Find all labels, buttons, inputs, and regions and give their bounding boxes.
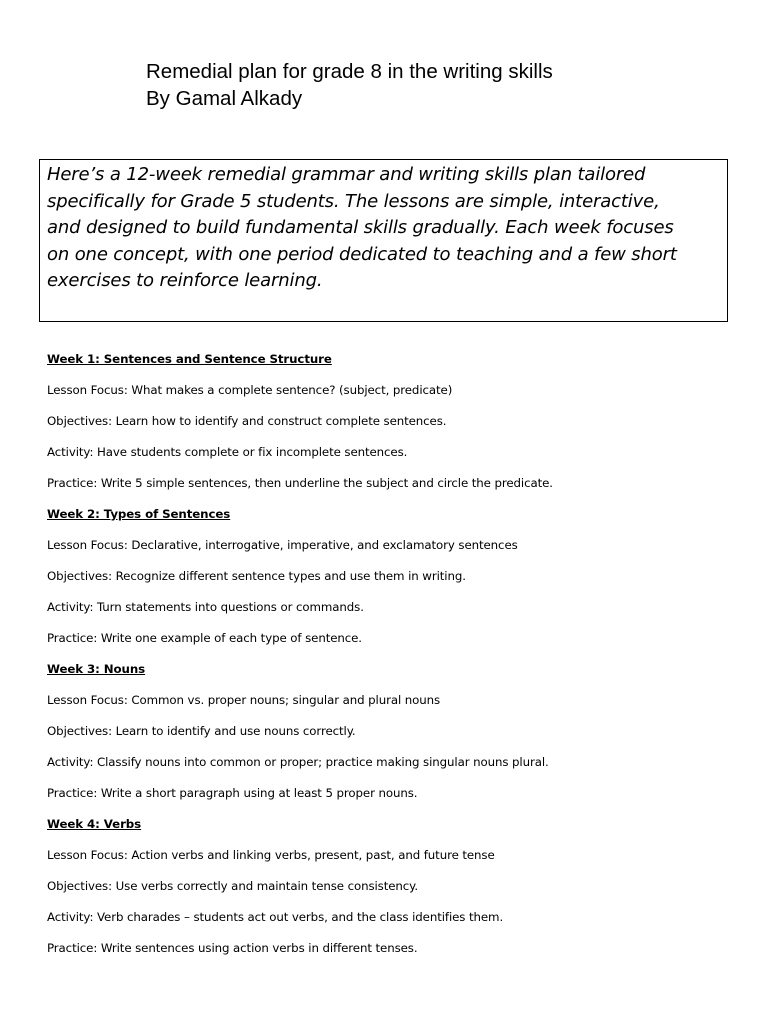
intro-box — [39, 159, 728, 322]
activity: Activity: Verb charades – students act out verbs, and the class identifies them. — [47, 910, 504, 924]
practice: Practice: Write 5 simple sentences, then underline the subject and circle the predicate. — [47, 476, 553, 490]
title-line: Remedial plan for grade 8 in the writing skills — [146, 60, 553, 83]
practice: Practice: Write one example of each type of sentence. — [47, 631, 362, 645]
objectives: Objectives: Use verbs correctly and maintain tense consistency. — [47, 879, 419, 893]
lesson-focus: Lesson Focus: What makes a complete sentence? (subject, predicate) — [47, 383, 453, 397]
lesson-focus: Lesson Focus: Common vs. proper nouns; singular and plural nouns — [47, 693, 441, 707]
intro-line: specifically for Grade 5 students. The lessons are simple, interactive, — [47, 190, 660, 212]
objectives: Objectives: Learn to identify and use nouns correctly. — [47, 724, 356, 738]
week-heading: Week 1: Sentences and Sentence Structure — [47, 352, 332, 366]
activity: Activity: Have students complete or fix incomplete sentences. — [47, 445, 408, 459]
activity: Activity: Classify nouns into common or proper; practice making singular nouns plural. — [47, 755, 549, 769]
week-section — [47, 814, 747, 969]
author-line: By Gamal Alkady — [146, 87, 303, 110]
objectives: Objectives: Recognize different sentence types and use them in writing. — [47, 569, 466, 583]
practice: Practice: Write a short paragraph using at least 5 proper nouns. — [47, 786, 418, 800]
week-section — [47, 504, 747, 659]
week-heading: Week 3: Nouns — [47, 662, 146, 676]
practice: Practice: Write sentences using action verbs in different tenses. — [47, 941, 418, 955]
intro-line: and designed to build fundamental skills gradually. Each week focuses — [47, 217, 674, 239]
weekly-plan — [47, 349, 747, 969]
lesson-focus: Lesson Focus: Action verbs and linking verbs, present, past, and future tense — [47, 848, 495, 862]
document-title — [146, 58, 553, 112]
intro-line: Here’s a 12-week remedial grammar and writing skills plan tailored — [47, 164, 646, 185]
week-heading: Week 2: Types of Sentences — [47, 507, 231, 521]
intro-line: exercises to reinforce learning. — [47, 270, 323, 292]
lesson-focus: Lesson Focus: Declarative, interrogative, imperative, and exclamatory sentences — [47, 538, 518, 552]
activity: Activity: Turn statements into questions or commands. — [47, 600, 364, 614]
week-section — [47, 349, 747, 504]
objectives: Objectives: Learn how to identify and construct complete sentences. — [47, 414, 447, 428]
week-section — [47, 659, 747, 814]
week-heading: Week 4: Verbs — [47, 817, 142, 831]
intro-line: on one concept, with one period dedicated to teaching and a few short — [47, 243, 677, 265]
